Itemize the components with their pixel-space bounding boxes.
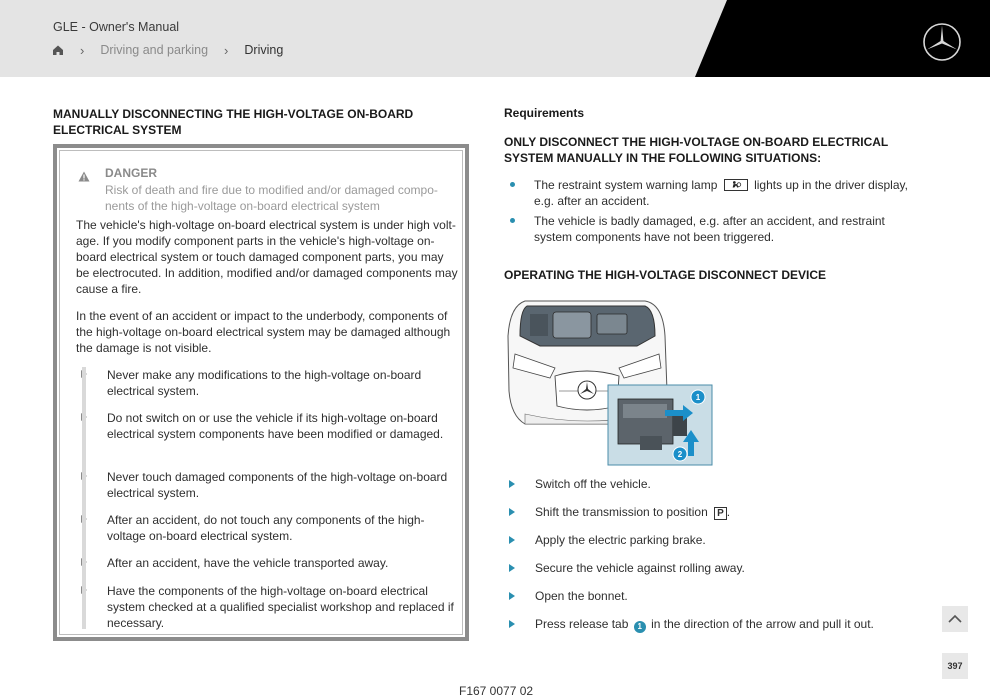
requirements-list: [504, 177, 924, 249]
list-item: Shift the transmission to position P .: [504, 504, 934, 532]
mercedes-star-logo: [922, 22, 962, 62]
park-position-icon: P: [714, 507, 727, 520]
bullet-dot-icon: [510, 218, 515, 223]
list-item: Have the components of the high-voltage on-board electrical system checked at a qualified specialist workshop and replaced if necessary.: [76, 583, 460, 631]
callout-2-label: 2: [677, 450, 683, 459]
disconnect-steps-list: [504, 476, 934, 644]
breadcrumb: [52, 42, 283, 58]
only-disconnect-title: ONLY DISCONNECT THE HIGH-VOLTAGE ON-BOARD ELECTRICAL SYSTEM MANUALLY IN THE FOLLOWING SITUATIONS:: [504, 135, 889, 165]
step-arrow-icon: [509, 564, 515, 572]
list-item: Secure the vehicle against rolling away.: [504, 560, 934, 588]
disconnect-device-illustration: [505, 296, 715, 468]
list-item: Do not switch on or use the vehicle if its high-voltage on-board electrical system components have been modified or damaged.: [76, 410, 460, 469]
list-item: The restraint system warning lamp lights up in the driver display, e.g. after an accident.: [504, 177, 924, 209]
home-icon[interactable]: [52, 44, 64, 56]
step-arrow-icon: [509, 536, 515, 544]
bullet-dot-icon: [510, 182, 515, 187]
requirements-title: Requirements: [504, 106, 585, 120]
list-item: After an accident, have the vehicle transported away.: [76, 555, 460, 583]
warning-triangle-icon: [78, 171, 90, 182]
danger-label: DANGER: [105, 166, 158, 180]
danger-instructions-list: [76, 367, 460, 631]
list-item: Never touch damaged components of the high-voltage on-board electrical system.: [76, 469, 460, 512]
danger-box: [53, 144, 469, 641]
breadcrumb-driving-and-parking[interactable]: Driving and parking: [100, 43, 209, 57]
header: [0, 0, 990, 77]
danger-paragraph: The vehicle's high-voltage on-board electrical system is under high volt-age. If you modify component parts in the vehicle's high-voltage on-board electrical system or touch damaged component parts, you may be electrocuted. In addition, modified and/or damaged components may cause a fire.: [76, 218, 458, 296]
step-arrow-icon: [509, 480, 515, 488]
step-arrow-icon: [509, 620, 515, 628]
list-item: The vehicle is badly damaged, e.g. after an accident, and restraint system components have not been triggered.: [504, 213, 924, 245]
danger-paragraph: In the event of an accident or impact to the underbody, components of the high-voltage on-board electrical system may be damaged although the damage is not visible.: [76, 309, 451, 355]
operating-title: OPERATING THE HIGH-VOLTAGE DISCONNECT DEVICE: [504, 268, 827, 282]
callout-1-icon: 1: [634, 621, 646, 633]
restraint-system-warning-lamp-icon: [724, 179, 748, 191]
breadcrumb-driving[interactable]: Driving: [244, 43, 284, 57]
chevron-right-icon: ›: [224, 42, 229, 58]
list-item: Never make any modifications to the high-voltage on-board electrical system.: [76, 367, 460, 410]
list-item: Apply the electric parking brake.: [504, 532, 934, 560]
step-arrow-icon: [509, 592, 515, 600]
list-item: Switch off the vehicle.: [504, 476, 934, 504]
chevron-right-icon: ›: [80, 42, 85, 58]
figure-reference: F167 0077 02: [459, 684, 534, 698]
manual-title: GLE - Owner's Manual: [53, 20, 180, 34]
list-side-bar: [82, 367, 86, 629]
callout-1-label: 1: [695, 393, 701, 402]
page-number-button[interactable]: 397: [942, 653, 968, 679]
danger-risk-text: Risk of death and fire due to modified and/or damaged compo-nents of the high-voltage on-board electrical system: [105, 183, 438, 213]
chevron-up-icon: [942, 606, 968, 632]
list-item: Press release tab 1 in the direction of the arrow and pull it out.: [504, 616, 934, 644]
list-item: Open the bonnet.: [504, 588, 934, 616]
scroll-to-top-button[interactable]: [942, 606, 968, 632]
section-title-manual-disconnect: MANUALLY DISCONNECTING THE HIGH-VOLTAGE ON-BOARD ELECTRICAL SYSTEM: [53, 107, 414, 137]
step-arrow-icon: [509, 508, 515, 516]
list-item: After an accident, do not touch any components of the high-voltage on-board electrical system.: [76, 512, 460, 555]
